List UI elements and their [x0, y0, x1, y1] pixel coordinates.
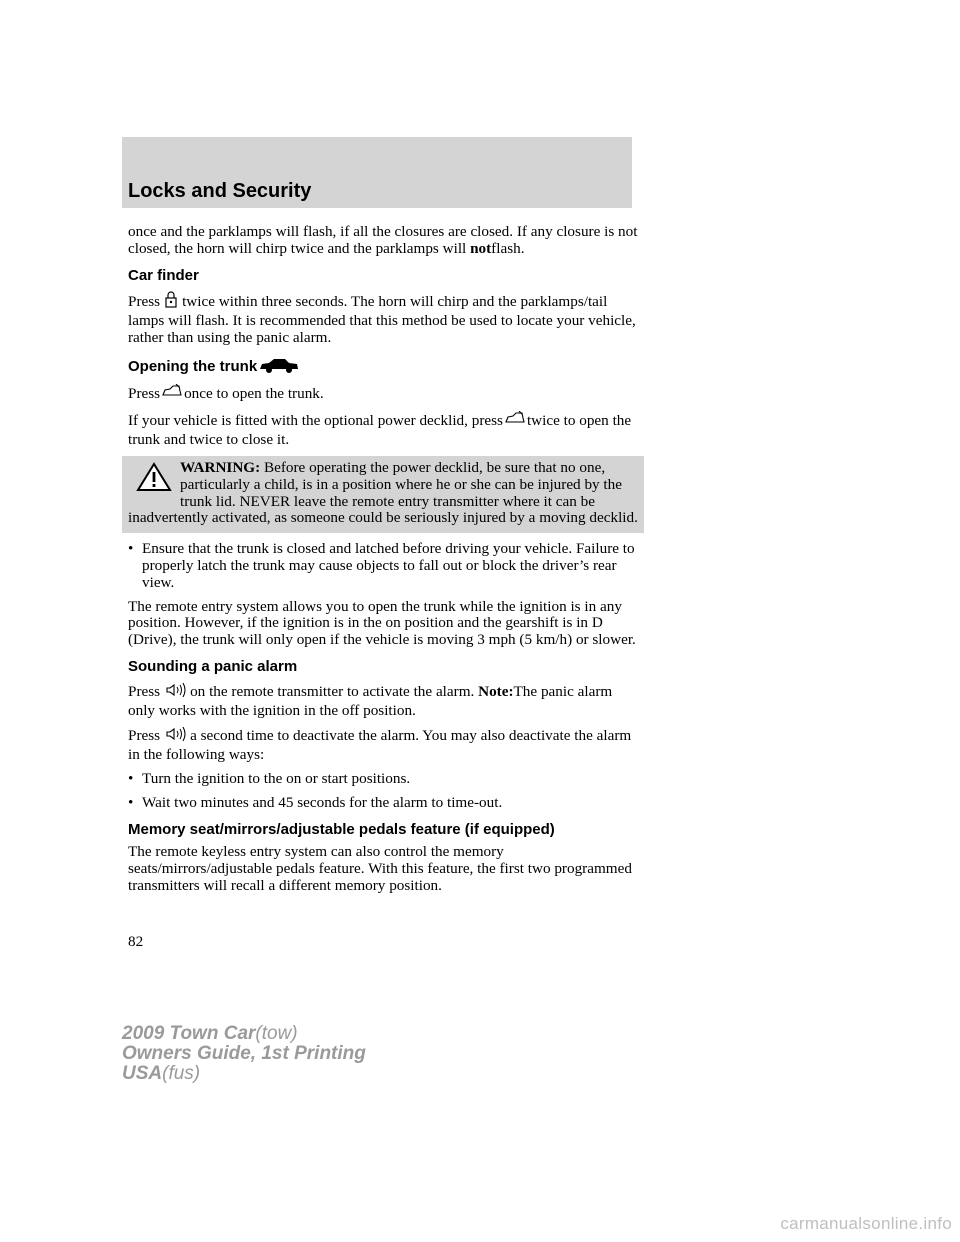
lock-icon: [162, 290, 180, 313]
section-header: [122, 137, 632, 208]
paragraph-panic-activate: Press on the remote transmitter to activate the alarm. Note:The panic alarm only works with the ignition in the off position.: [128, 682, 613, 719]
car-icon: [259, 357, 299, 378]
warning-label: WARNING:: [180, 458, 261, 476]
heading-memory-seat: Memory seat/mirrors/adjustable pedals feature (if equipped): [128, 820, 555, 838]
list-item: • Wait two minutes and 45 seconds for the alarm to time-out.: [128, 793, 503, 811]
paragraph-memory-seat: The remote keyless entry system can also control the memory seats/mirrors/adjustable pedals feature. With this feature, the first two programmed transmitters will recall a different memory position.: [128, 843, 632, 894]
document-footer: 2009 Town Car(tow) Owners Guide, 1st Printing USA(fus): [122, 1023, 366, 1084]
list-item: • Turn the ignition to the on or start positions.: [128, 769, 411, 787]
heading-car-finder: Car finder: [128, 266, 199, 284]
trunk-release-icon: [505, 411, 525, 432]
trunk-release-icon: [162, 384, 182, 405]
paragraph-car-finder: Press twice within three seconds. The horn will chirp and the parklamps/tail lamps will flash. It is recommended that this method be used to locate your vehicle, rather than using the panic alarm.: [128, 290, 638, 346]
warning-triangle-icon: [136, 462, 172, 492]
panic-alarm-icon: [162, 682, 188, 703]
list-item: • Ensure that the trunk is closed and latched before driving your vehicle. Failure to properly latch the trunk may cause objects to fall out or block the driver’s rear view.: [128, 540, 635, 591]
paragraph-remote-entry: The remote entry system allows you to open the trunk while the ignition is in any position. However, if the ignition is in the on position and the gearshift is in D (Drive), the trunk will only open if the vehicle is moving 3 mph (5 km/h) or slower.: [128, 597, 636, 649]
panic-alarm-icon: [162, 726, 188, 747]
warning-box: [122, 456, 644, 533]
page-number: 82: [128, 933, 144, 950]
paragraph-panic-deactivate: Press a second time to deactivate the alarm. You may also deactivate the alarm in the following ways:: [128, 727, 632, 764]
paragraph-press-trunk: Press once to open the trunk.: [128, 384, 638, 405]
warning-text: Before operating the power decklid, be sure that no one, particularly a child, is in a position where he or she can be injured by the trunk lid. NEVER leave the remote entry transmitter where it can be inadvertently activated, as someone could be seriously injured by a moving decklid.: [128, 458, 638, 527]
section-title: Locks and Security: [128, 180, 312, 202]
paragraph-power-decklid: If your vehicle is fitted with the optional power decklid, press twice to open the trunk and twice to close it.: [128, 412, 632, 449]
paragraph-closures: once and the parklamps will flash, if all the closures are closed. If any closure is not closed, the horn will chirp twice and the parklamps will notflash.: [128, 223, 638, 257]
heading-panic-alarm: Sounding a panic alarm: [128, 657, 298, 675]
heading-opening-trunk: Opening the trunk: [128, 357, 638, 378]
page-content: [128, 224, 638, 902]
watermark: carmanualsonline.info: [780, 1214, 952, 1233]
